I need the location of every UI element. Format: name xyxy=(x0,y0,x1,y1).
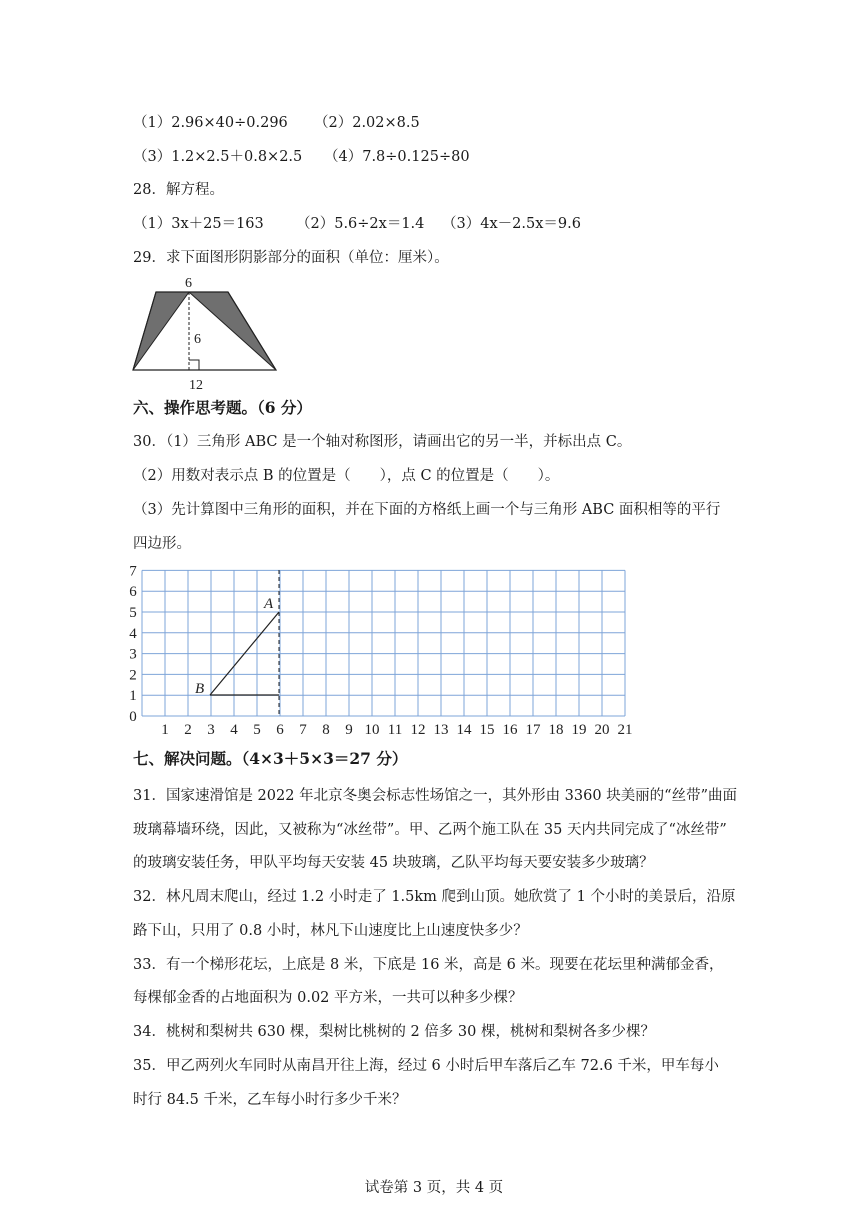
x-tick-label: 18 xyxy=(548,722,564,738)
q35-line2: 时行 84.5 千米，乙车每小时行多少千米？ xyxy=(133,1092,407,1108)
x-tick-label: 9 xyxy=(345,722,353,738)
shaded-left xyxy=(133,292,189,370)
x-tick-label: 17 xyxy=(525,722,541,738)
x-tick-label: 3 xyxy=(207,722,215,738)
q33-line2: 每棵郁金香的占地面积为 0.02 平方米，一共可以种多少棵？ xyxy=(133,990,523,1006)
label-height: 6 xyxy=(194,332,201,347)
x-tick-label: 13 xyxy=(433,722,449,738)
section7-title: 七、解决问题。（4×3＋5×3＝27 分） xyxy=(133,749,408,768)
x-tick-label: 4 xyxy=(230,722,238,738)
point-a-label: A xyxy=(264,596,274,612)
trapezoid-figure xyxy=(128,272,288,394)
q35-line1: 35．甲乙两列火车同时从南昌开往上海，经过 6 小时后甲车落后乙车 72.6 千米，甲车每小 xyxy=(133,1058,719,1074)
q32-line1: 32．林凡周末爬山，经过 1.2 小时走了 1.5km 爬到山顶。她欣赏了 1 个小时的美景后，沿原 xyxy=(133,889,736,905)
x-tick-label: 16 xyxy=(502,722,518,738)
equation-3: （3）4x－2.5x＝9.6 xyxy=(442,216,581,232)
x-tick-label: 12 xyxy=(410,722,426,738)
q31-line1: 31．国家速滑馆是 2022 年北京冬奥会标志性场馆之一，其外形由 3360 块美丽的“丝带”曲面 xyxy=(133,788,738,804)
q34-line1: 34．桃树和梨树共 630 棵，梨树比桃树的 2 倍多 30 棵，桃树和梨树各多少棵？ xyxy=(133,1024,655,1040)
q30-part3-line2: 四边形。 xyxy=(133,536,191,552)
q30-part3-line1: （3）先计算图中三角形的面积，并在下面的方格纸上画一个与三角形 ABC 面积相等的平行 xyxy=(133,502,721,518)
y-tick-label: 3 xyxy=(129,646,137,663)
coordinate-grid xyxy=(118,560,638,742)
y-tick-label: 5 xyxy=(129,605,137,621)
calc-item-3: （3）1.2×2.5＋0.8×2.5 xyxy=(133,149,303,165)
q31-line3: 的玻璃安装任务，甲队平均每天安装 45 块玻璃，乙队平均每天要安装多少玻璃？ xyxy=(133,855,654,871)
q31-line2: 玻璃幕墙环绕，因此，又被称为“冰丝带”。甲、乙两个施工队在 35 天内共同完成了“冰丝带” xyxy=(133,822,727,838)
q33-line1: 33．有一个梯形花坛，上底是 8 米，下底是 16 米，高是 6 米。现要在花坛里种满郁金香， xyxy=(133,957,724,973)
x-tick-label: 20 xyxy=(594,722,610,738)
q29-title: 29．求下面图形阴影部分的面积（单位：厘米）。 xyxy=(133,250,449,266)
q30-part1: 30．（1）三角形 ABC 是一个轴对称图形，请画出它的另一半，并标出点 C。 xyxy=(133,434,632,450)
x-tick-label: 21 xyxy=(617,722,633,738)
label-top: 6 xyxy=(185,276,192,291)
x-tick-label: 7 xyxy=(299,722,307,738)
q30-part2: （2）用数对表示点 B 的位置是（ ），点 C 的位置是（ ）。 xyxy=(133,468,560,484)
x-tick-label: 5 xyxy=(253,722,261,738)
x-tick-label: 19 xyxy=(571,722,587,738)
q28-title: 28．解方程。 xyxy=(133,182,224,198)
calc-item-2: （2）2.02×8.5 xyxy=(314,115,420,131)
y-tick-label: 2 xyxy=(129,667,137,684)
x-tick-label: 15 xyxy=(479,722,495,738)
y-tick-label: 7 xyxy=(129,563,137,580)
calc-item-4: （4）7.8÷0.125÷80 xyxy=(324,149,470,165)
label-bottom: 12 xyxy=(189,378,203,393)
equation-1: （1）3x＋25＝163 xyxy=(133,216,264,232)
x-tick-label: 8 xyxy=(322,722,330,738)
page-footer: 试卷第 3 页，共 4 页 xyxy=(364,1180,504,1196)
x-tick-label: 11 xyxy=(387,722,403,738)
shaded-right xyxy=(189,292,276,370)
x-tick-label: 2 xyxy=(184,722,192,738)
section6-title: 六、操作思考题。（6 分） xyxy=(133,398,312,417)
equation-2: （2）5.6÷2x＝1.4 xyxy=(296,216,425,232)
right-angle-mark xyxy=(189,360,199,370)
point-b-label: B xyxy=(195,681,205,697)
x-tick-label: 6 xyxy=(276,722,284,738)
x-tick-label: 1 xyxy=(161,722,169,738)
y-tick-label: 6 xyxy=(129,584,137,601)
grid-labels xyxy=(129,563,632,738)
y-tick-label: 1 xyxy=(129,688,137,705)
x-tick-label: 14 xyxy=(456,722,472,738)
y-tick-label: 0 xyxy=(129,709,137,725)
calc-item-1: （1）2.96×40÷0.296 xyxy=(133,115,288,131)
grid-lines xyxy=(142,570,625,716)
x-tick-label: 10 xyxy=(364,722,380,738)
q32-line2: 路下山，只用了 0.8 小时，林凡下山速度比上山速度快多少？ xyxy=(133,923,528,939)
y-tick-label: 4 xyxy=(129,625,137,642)
